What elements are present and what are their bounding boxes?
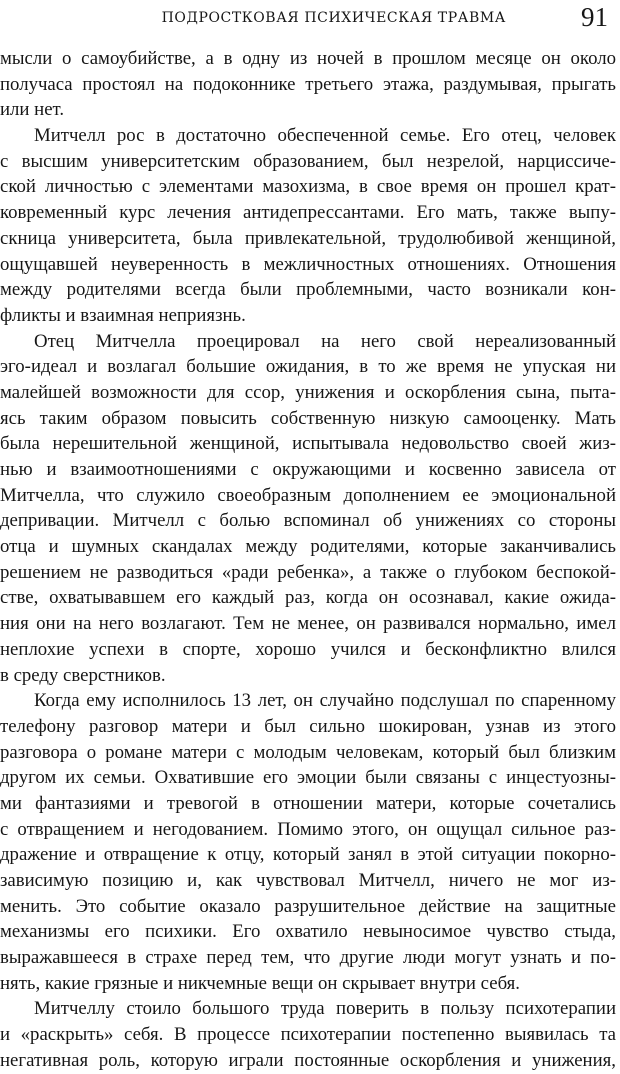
text-line: выражавшееся в страхе перед тем, что другие люди могут узнать и по- [0, 947, 616, 969]
text-line: дражение и отвращение к отцу, который занял в этой ситуации покорно- [0, 844, 616, 866]
text-line: была нерешительной женщиной, испытывала недовольство своей жиз- [0, 433, 616, 455]
text-line: механизмы его психики. Его охватило невыносимое чувство стыда, [0, 921, 616, 943]
text-line: стве, охватывавшем его каждый раз, когда он осознавал, какие ожида- [0, 587, 616, 609]
text-line: ясь таким образом повысить собственную низкую самооценку. Мать [0, 407, 616, 429]
text-line: телефону разговор матери и был сильно шокирован, узнав из этого [0, 715, 616, 737]
text-line: или нет. [0, 99, 65, 121]
text-line: нять, какие грязные и никчемные вещи он скрывает внутри себя. [0, 972, 521, 994]
text-line: эго-идеал и возлагал большие ожидания, в то же время не упуская ни [0, 356, 616, 378]
text-line: Митчеллу стоило большого труда поверить в пользу психотерапии [34, 998, 616, 1020]
text-line: фликты и взаимная неприязнь. [0, 304, 246, 326]
text-line: в среду сверстников. [0, 664, 166, 686]
text-line: ния они на него возлагают. Тем не менее, он развивался нормально, имел [0, 613, 616, 635]
text-line: отца и шумных скандалах между родителями, которые заканчивались [0, 536, 616, 558]
text-line: зависимую позицию и, как чувствовал Митчелл, ничего не мог из- [0, 870, 616, 891]
text-line: получаса простоял на подоконнике третьего этажа, раздумывая, прыгать [0, 73, 616, 95]
text-line: малейшей возможности для ссор, унижения и оскорбления сына, пыта- [0, 381, 616, 403]
text-line: разговора о романе матери с молодым человекам, который был близким [0, 741, 616, 763]
running-header [0, 4, 612, 36]
text-line: и «раскрыть» себя. В процессе психотерапии постепенно выявилась та [0, 1024, 616, 1046]
text-line: ми фантазиями и тревогой в отношении матери, которые сочетались [0, 792, 616, 814]
text-line: Когда ему исполнилось 13 лет, он случайно подслушал по спаренному [34, 690, 616, 712]
body-text [0, 46, 620, 1074]
text-line: Митчелл рос в достаточно обеспеченной семье. Его отец, человек [34, 125, 616, 147]
text-line: негативная роль, которую играли постоянные оскорбления и унижения, [0, 1049, 616, 1071]
text-line: другом их семьи. Охватившие его эмоции были связаны с инцестуозны- [0, 767, 616, 789]
text-line: скница университета, была привлекательной, трудолюбивой женщиной, [0, 227, 616, 249]
text-line: с отвращением и негодованием. Помимо этого, он ощущал сильное раз- [0, 818, 616, 840]
text-line: ской личностью с элементами мазохизма, в свое время он прошел крат- [0, 176, 616, 198]
page-number: 91 [581, 2, 608, 32]
text-line: нью и взаимоотношениями с окружающими и косвенно зависела от [0, 459, 616, 480]
text-line: решением не разводиться «ради ребенка», а также о глубоком беспокой- [0, 561, 616, 583]
text-line: менить. Это событие оказало разрушительное действие на защитные [0, 895, 616, 917]
text-line: между родителями всегда были проблемными, часто возникали кон- [0, 279, 616, 301]
text-line: Отец Митчелла проецировал на него свой нереализованный [34, 330, 616, 352]
text-line: Митчелла, что служило своеобразным дополнением ее эмоциональной [0, 484, 616, 506]
running-header-title: ПОДРОСТКОВАЯ ПСИХИЧЕСКАЯ ТРАВМА [161, 10, 506, 26]
text-line: депривации. Митчелл с болью вспоминал об унижениях со стороны [0, 510, 616, 532]
text-line: с высшим университетским образованием, был незрелой, нарциссиче- [0, 150, 616, 172]
text-line: неплохие успехи в спорте, хорошо учился и бесконфликтно влился [0, 638, 616, 660]
text-line: мысли о самоубийстве, а в одну из ночей в прошлом месяце он около [0, 48, 616, 69]
text-line: ощущавшей неуверенность в межличностных отношениях. Отношения [0, 253, 616, 275]
text-line: ковременный курс лечения антидепрессантами. Его мать, также выпу- [0, 202, 616, 224]
